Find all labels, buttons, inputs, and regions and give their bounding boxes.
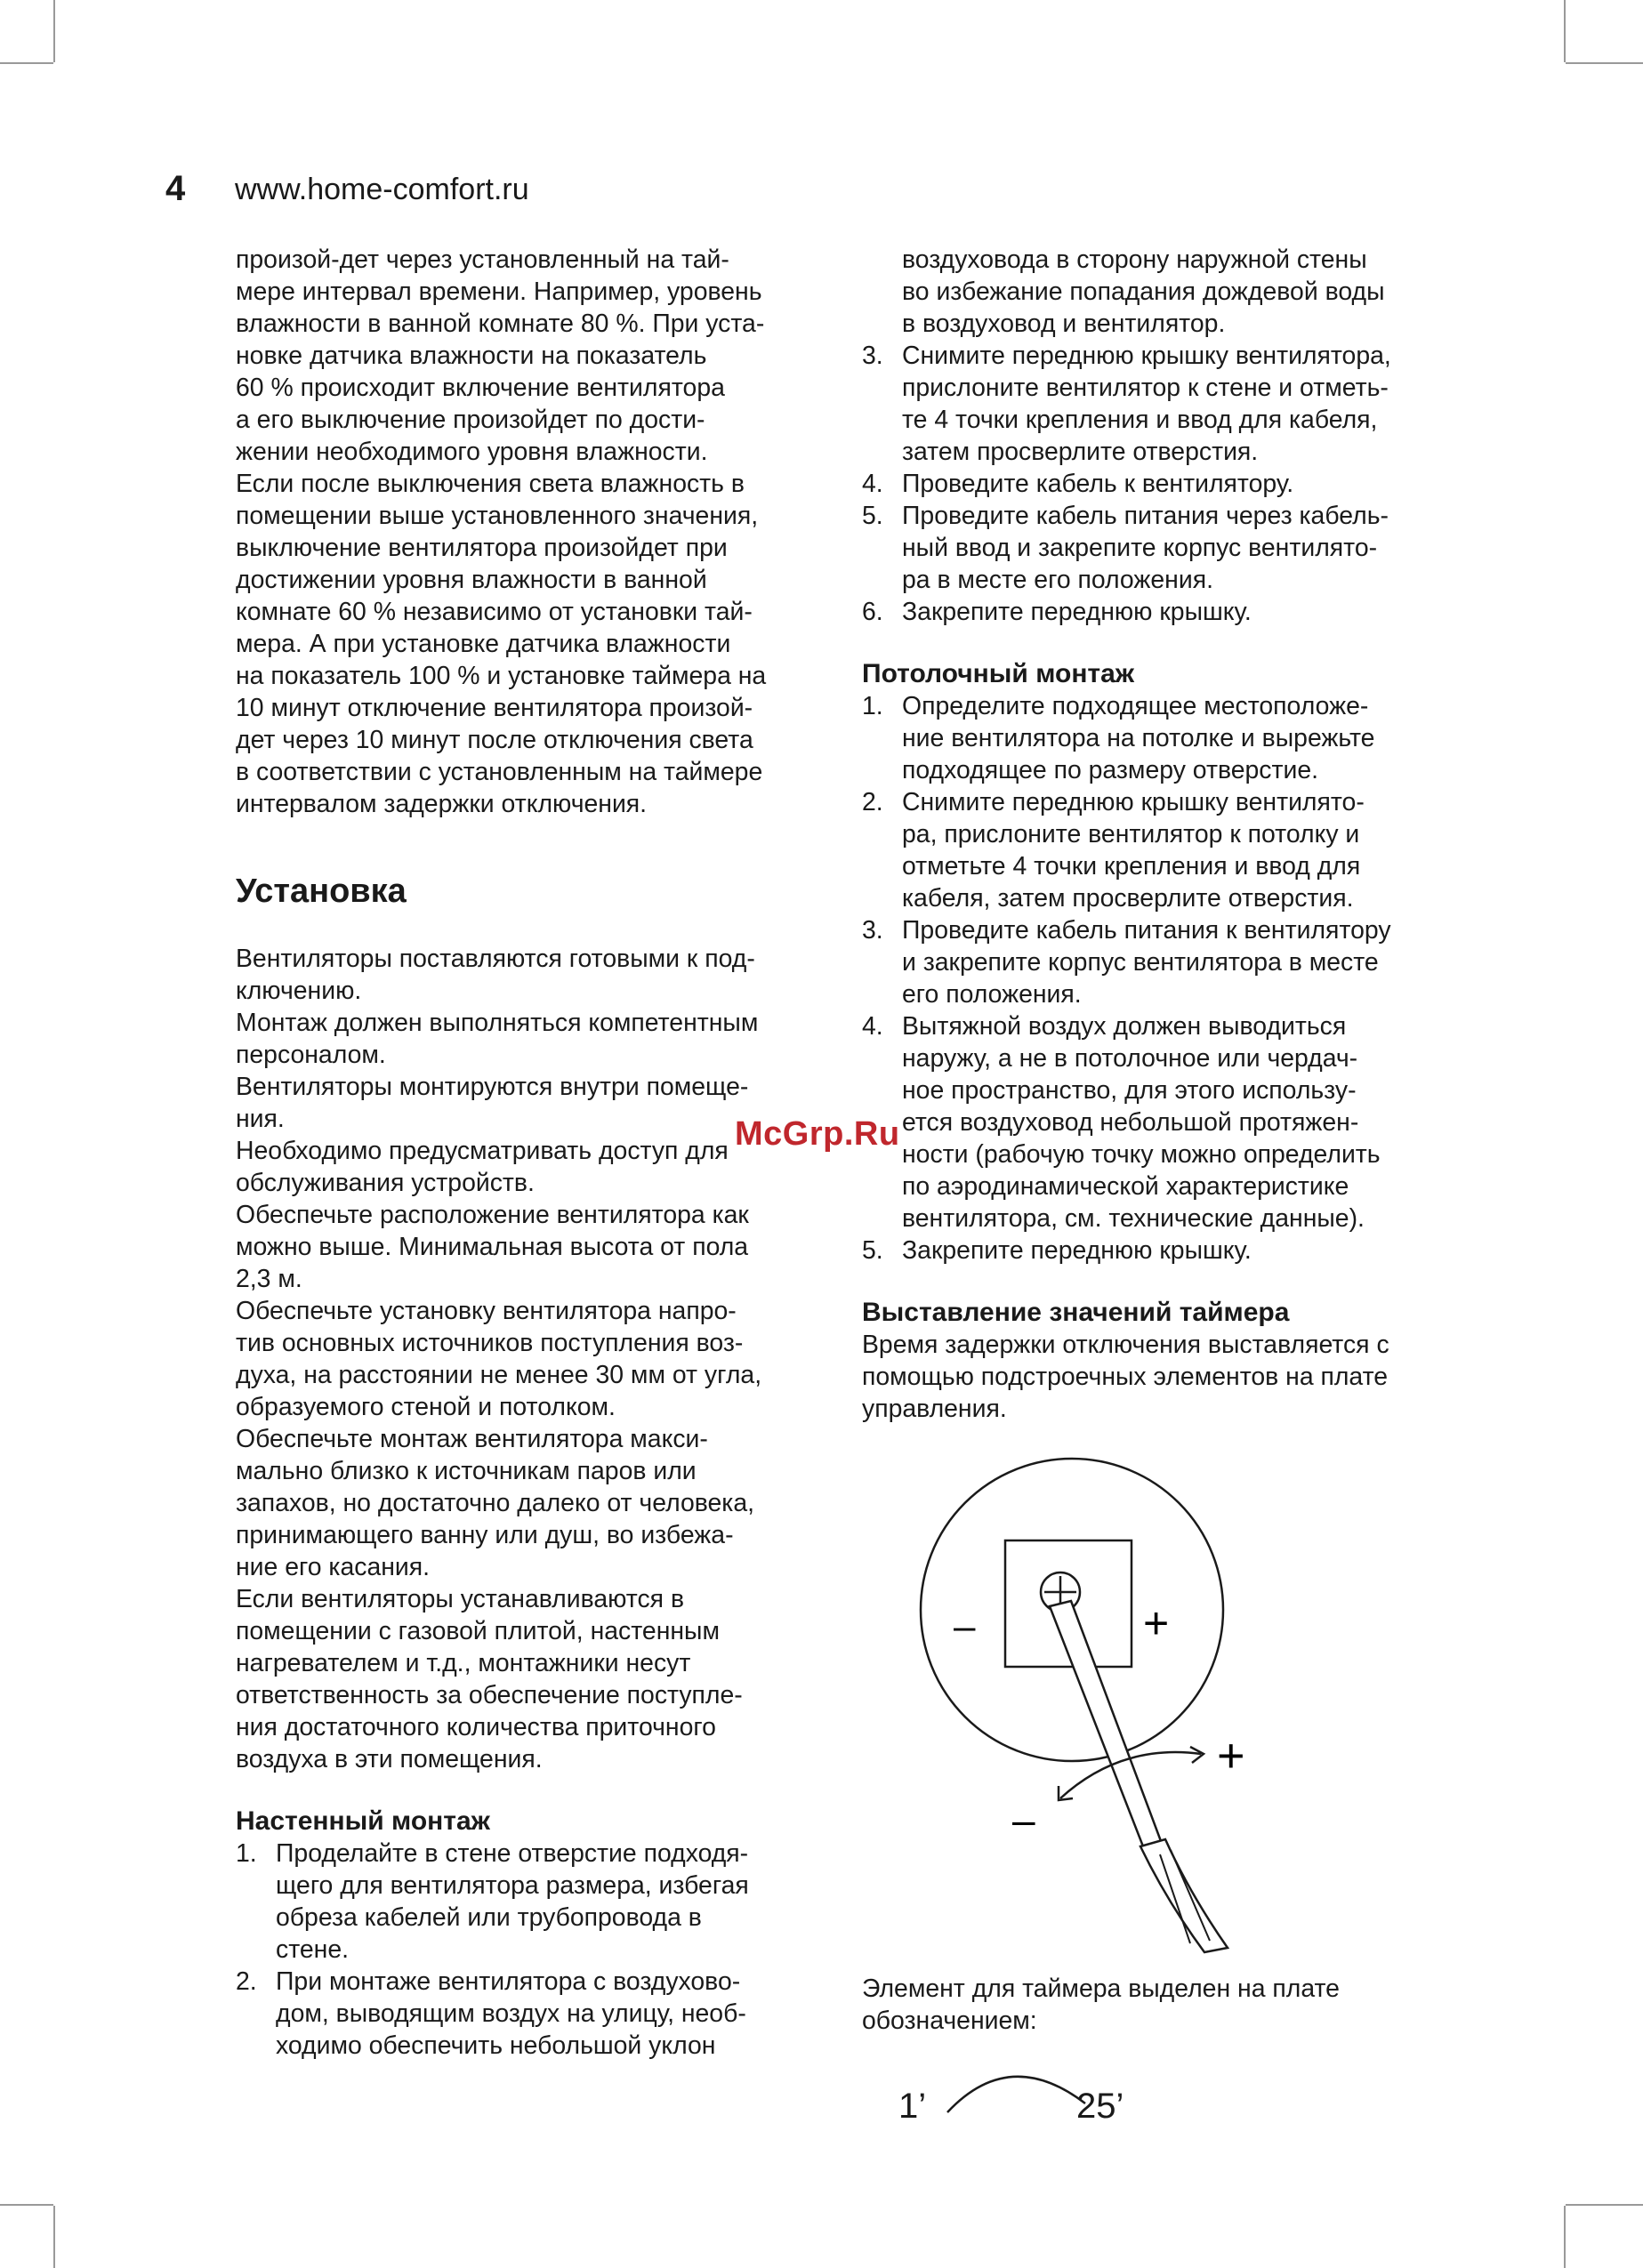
crop-mark <box>53 0 55 62</box>
text-line: персоналом. <box>236 1041 386 1069</box>
text-line: Если вентиляторы устанавливаются в <box>236 1585 685 1613</box>
text-line: ется воздуховод небольшой протяжен- <box>902 1108 1359 1137</box>
list-number: 4. <box>862 470 883 498</box>
text-line: ответственность за обеспечение поступле- <box>236 1681 743 1709</box>
text-line: вентилятора, см. технические данные). <box>902 1204 1365 1233</box>
list-number: 6. <box>862 598 883 626</box>
plus-sign-outer: + <box>1217 1729 1245 1782</box>
text-line: отметьте 4 точки крепления и ввод для <box>902 852 1361 881</box>
text-line: мера. А при установке датчика влажности <box>236 630 731 658</box>
text-line: Обеспечьте монтаж вентилятора макси- <box>236 1425 708 1453</box>
text-line: по аэродинамической характеристике <box>902 1172 1349 1201</box>
list-item <box>862 340 1449 468</box>
screwdriver-handle <box>1140 1839 1228 1952</box>
text-line: стене. <box>276 1935 350 1964</box>
wall-mount-continuation <box>862 244 1449 340</box>
text-line: на показатель 100 % и установке таймера на <box>236 662 767 690</box>
list-number: 5. <box>862 1236 883 1265</box>
text-line: ключению. <box>236 977 362 1005</box>
watermark: McGrp.Ru <box>735 1115 900 1153</box>
text-line: влажности в ванной комнате 80 %. При уста- <box>236 310 765 338</box>
text-line: 60 % происходит включение вентилятора <box>236 374 725 402</box>
text-line: обслуживания устройств. <box>236 1169 535 1197</box>
text-line: Проделайте в стене отверстие подходя- <box>276 1839 749 1868</box>
text-line: обозначением: <box>862 2007 1037 2035</box>
text-line: воздуховода в сторону наружной стены <box>902 245 1367 274</box>
list-number: 3. <box>862 916 883 945</box>
text-line: Вентиляторы поставляются готовыми к под- <box>236 945 755 973</box>
text-line: 2,3 м. <box>236 1265 302 1293</box>
wall-mount-heading: Настенный монтаж <box>236 1806 490 1836</box>
list-item <box>236 1966 823 2062</box>
text-line: Определите подходящее местоположе- <box>902 692 1369 720</box>
text-line: ности (рабочую точку можно определить <box>902 1140 1381 1169</box>
list-item <box>236 1838 823 1966</box>
arrow-head-right-icon <box>1190 1747 1204 1763</box>
text-line: и закрепите корпус вентилятора в месте <box>902 948 1379 977</box>
text-line: Закрепите переднюю крышку. <box>902 598 1252 626</box>
text-line: обреза кабелей или трубопровода в <box>276 1903 702 1932</box>
text-line: принимающего ванну или душ, во избежа- <box>236 1521 734 1549</box>
text-line: комнате 60 % независимо от установки тай- <box>236 598 753 626</box>
text-line: Вентиляторы монтируются внутри помеще- <box>236 1073 749 1101</box>
text-line: Если после выключения света влажность в <box>236 470 745 498</box>
text-line: наружу, а не в потолочное или чердач- <box>902 1044 1358 1073</box>
text-line: ра, прислоните вентилятор к потолку и <box>902 820 1360 848</box>
list-number: 2. <box>236 1967 257 1996</box>
list-number: 5. <box>862 502 883 530</box>
text-line: Обеспечьте расположение вентилятора как <box>236 1201 749 1229</box>
text-line: можно выше. Минимальная высота от пола <box>236 1233 749 1261</box>
ceiling-mount-list <box>862 690 1449 1267</box>
crop-mark <box>1564 2206 1566 2268</box>
list-item <box>862 1010 1449 1235</box>
text-line: в соответствии с установленным на таймере <box>236 758 763 786</box>
text-line: помощью подстроечных элементов на плате <box>862 1363 1389 1391</box>
page-number: 4 <box>165 169 186 208</box>
text-line: ния достаточного количества приточного <box>236 1713 716 1741</box>
minus-sign-inner: – <box>954 1604 976 1648</box>
text-line: Проведите кабель питания к вентилятору <box>902 916 1391 945</box>
text-line: тив основных источников поступления воз- <box>236 1329 744 1357</box>
text-line: ние вентилятора на потолке и вырежьте <box>902 724 1375 752</box>
text-line: в воздуховод и вентилятор. <box>902 310 1226 338</box>
text-line: мере интервал времени. Например, уровень <box>236 277 762 306</box>
list-item <box>862 500 1449 596</box>
right-column <box>862 244 1449 1425</box>
element-note <box>862 1973 1449 2037</box>
text-line: духа, на расстоянии не менее 30 мм от угла, <box>236 1361 762 1389</box>
crop-mark <box>0 2204 53 2206</box>
list-item <box>862 1235 1449 1267</box>
text-line: воздуха в эти помещения. <box>236 1745 543 1773</box>
text-line: запахов, но достаточно далеко от человека, <box>236 1489 755 1517</box>
text-line: мально близко к источникам паров или <box>236 1457 697 1485</box>
wall-mount-list-continued <box>862 340 1449 628</box>
minus-sign-outer: – <box>1012 1797 1035 1843</box>
crop-mark <box>53 2206 55 2268</box>
text-line: ходимо обеспечить небольшой уклон <box>276 2031 716 2060</box>
text-line: При монтаже вентилятора с воздухово- <box>276 1967 741 1996</box>
text-line: новке датчика влажности на показатель <box>236 342 707 370</box>
plus-sign-inner: + <box>1143 1598 1170 1648</box>
timer-adjustment-diagram <box>907 1432 1281 1957</box>
website-link[interactable]: www.home-comfort.ru <box>235 173 529 206</box>
text-line: жении необходимого уровня влажности. <box>236 438 708 466</box>
text-line: образуемого стеной и потолком. <box>236 1393 616 1421</box>
text-line: затем просверлите отверстия. <box>902 438 1259 466</box>
text-line: Время задержки отключения выставляется с <box>862 1331 1389 1359</box>
text-line: Вытяжной воздух должен выводиться <box>902 1012 1347 1041</box>
list-item <box>862 596 1449 628</box>
installation-heading: Установка <box>236 873 407 910</box>
text-line: те 4 точки крепления и ввод для кабеля, <box>902 406 1378 434</box>
text-line: 10 минут отключение вентилятора произой- <box>236 694 753 722</box>
crop-mark <box>1564 0 1566 62</box>
text-line: произой-дет через установленный на тай- <box>236 245 729 274</box>
ceiling-mount-heading: Потолочный монтаж <box>862 659 1135 688</box>
text-line: ный ввод и закрепите корпус вентилято- <box>902 534 1378 562</box>
text-line: ра в месте его положения. <box>902 566 1213 594</box>
list-item <box>862 786 1449 914</box>
text-line: его положения. <box>902 980 1082 1009</box>
text-line: Элемент для таймера выделен на плате <box>862 1974 1340 2003</box>
text-line: ное пространство, для этого использу- <box>902 1076 1357 1105</box>
list-number: 3. <box>862 342 883 370</box>
list-number: 1. <box>236 1839 257 1868</box>
timer-settings-heading: Выставление значений таймера <box>862 1298 1290 1327</box>
list-item <box>862 690 1449 786</box>
crop-mark <box>0 62 53 64</box>
text-line: достижении уровня влажности в ванной <box>236 566 707 594</box>
text-line: управления. <box>862 1395 1007 1423</box>
text-line: прислоните вентилятор к стене и отметь- <box>902 374 1389 402</box>
text-line: нагревателем и т.д., монтажники несут <box>236 1649 691 1677</box>
scale-min-label: 1’ <box>898 2087 927 2126</box>
text-line: дом, выводящим воздух на улицу, необ- <box>276 1999 746 2028</box>
list-number: 1. <box>862 692 883 720</box>
text-line: Обеспечьте установку вентилятора напро- <box>236 1297 737 1325</box>
text-line: ние его касания. <box>236 1553 431 1581</box>
text-line: Необходимо предусматривать доступ для <box>236 1137 729 1165</box>
wall-mount-list <box>236 1838 823 2062</box>
text-line: помещении выше установленного значения, <box>236 502 759 530</box>
list-number: 2. <box>862 788 883 816</box>
text-line: во избежание попадания дождевой воды <box>902 277 1385 306</box>
list-item <box>862 468 1449 500</box>
text-line: Закрепите переднюю крышку. <box>902 1236 1252 1265</box>
text-line: подходящее по размеру отверстие. <box>902 756 1319 784</box>
text-line: помещении с газовой плитой, настенным <box>236 1617 720 1645</box>
text-line: выключение вентилятора произойдет при <box>236 534 728 562</box>
text-line: кабеля, затем просверлите отверстия. <box>902 884 1354 913</box>
timer-settings-paragraph <box>862 1329 1449 1425</box>
text-line: а его выключение произойдет по дости- <box>236 406 705 434</box>
text-line: щего для вентилятора размера, избегая <box>276 1871 749 1900</box>
intro-paragraph <box>236 244 823 820</box>
text-line: Снимите переднюю крышку вентилято- <box>902 788 1365 816</box>
scale-max-label: 25’ <box>1076 2087 1124 2126</box>
text-line: ния. <box>236 1105 285 1133</box>
text-line: Монтаж должен выполняться компетентным <box>236 1009 759 1037</box>
list-item <box>862 914 1449 1010</box>
crop-mark <box>1566 2204 1643 2206</box>
text-line: Снимите переднюю крышку вентилятора, <box>902 342 1391 370</box>
list-number: 4. <box>862 1012 883 1041</box>
scale-arc <box>943 2063 1094 2117</box>
text-line: Проведите кабель питания через кабель- <box>902 502 1389 530</box>
text-line: дет через 10 минут после отключения света <box>236 726 753 754</box>
text-line: Проведите кабель к вентилятору. <box>902 470 1294 498</box>
crop-mark <box>1566 62 1643 64</box>
installation-paragraph <box>236 943 823 1775</box>
text-line: интервалом задержки отключения. <box>236 790 648 818</box>
